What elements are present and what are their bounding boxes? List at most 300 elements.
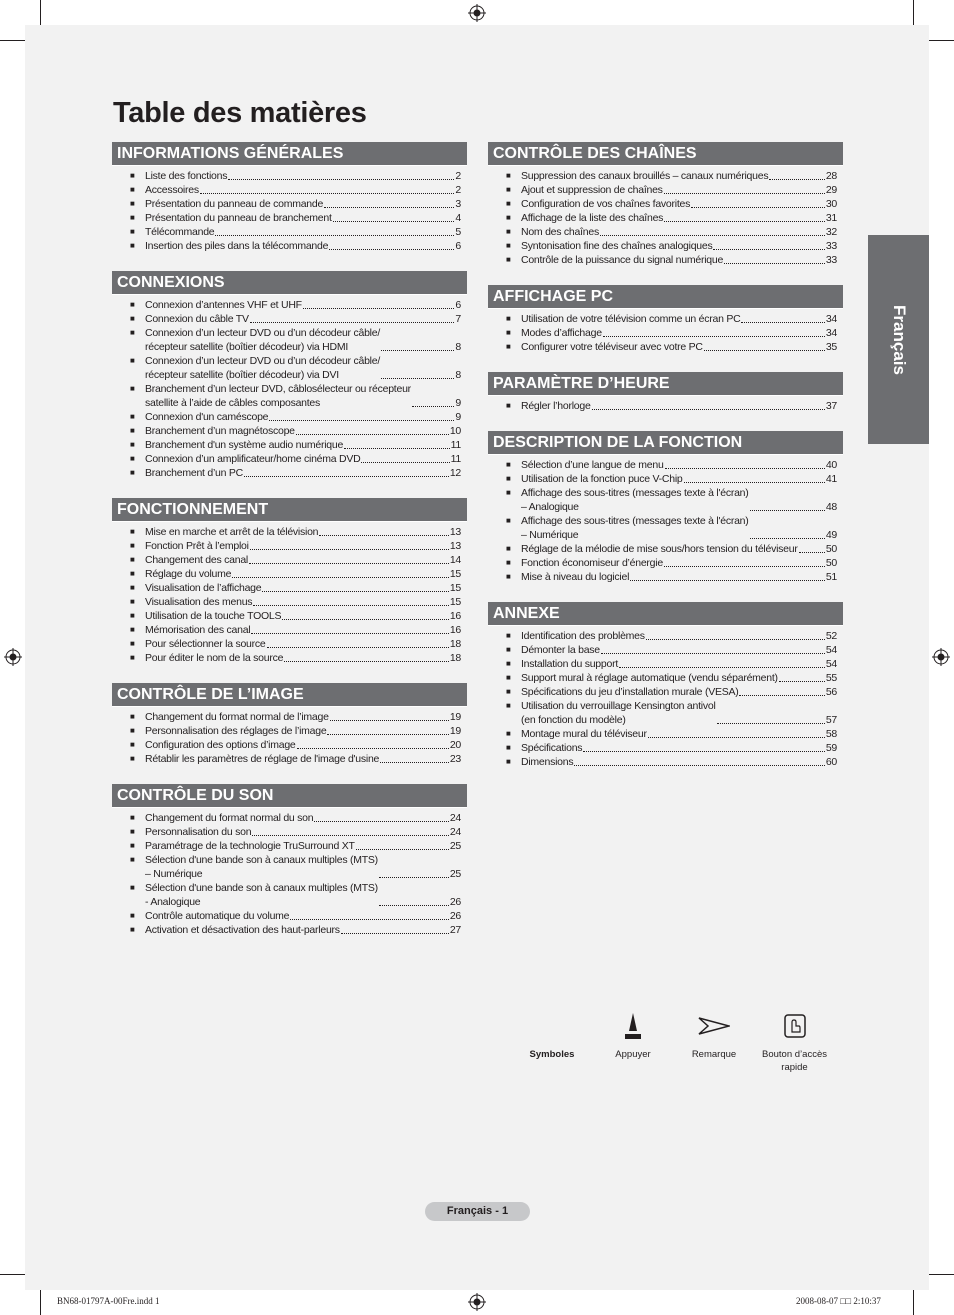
dot-leader: [303, 308, 455, 309]
dot-leader: [215, 235, 454, 236]
toc-entry-title: ■ Ajout et suppression de chaînes: [521, 184, 663, 196]
legend-item-press: [603, 1010, 663, 1061]
toc-entry: [506, 542, 837, 556]
crop-mark: [0, 40, 25, 41]
toc-entry: [506, 657, 837, 671]
dot-leader: [244, 476, 449, 477]
toc-entry: [130, 581, 461, 595]
toc-entry: [130, 326, 461, 354]
toc-entry: [130, 811, 461, 825]
legend-symbols-label: Symboles: [529, 1049, 575, 1060]
toc-entry-page: 37: [825, 400, 837, 412]
toc-entry-page: 50: [825, 543, 837, 555]
dot-leader: [253, 605, 449, 606]
toc-entry-title: ■ Utilisation du verrouillage Kensington antivol (en fonction du modèle): [521, 700, 716, 726]
dot-leader: [717, 723, 825, 724]
legend-label: Bouton d’accès rapide: [762, 1049, 827, 1073]
toc-entry-title: ■ Changement des canal: [145, 554, 248, 566]
toc-entry-title: ■ Activation et désactivation des haut-parleurs: [145, 924, 340, 936]
toc-entry-title: ■ Affichage des sous-titres (messages texte à l'écran) – Analogique: [521, 487, 749, 513]
toc-entry: [506, 340, 837, 354]
crop-mark: [913, 0, 914, 25]
dot-leader: [251, 633, 448, 634]
toc-entry-title: ■ Dimensions: [521, 756, 574, 768]
dot-leader: [262, 591, 448, 592]
dot-leader: [296, 434, 449, 435]
toc-entry-page: 34: [825, 313, 837, 325]
toc-entry-title: ■ Rétablir les paramètres de réglage de l'image d'usine: [145, 753, 380, 765]
dot-leader: [290, 919, 449, 920]
section-heading: CONTRÔLE DES CHAÎNES: [488, 142, 843, 166]
toc-entry-page: 30: [825, 198, 837, 210]
dot-leader: [344, 448, 450, 449]
dot-leader: [297, 748, 449, 749]
toc-entry-page: 31: [825, 212, 837, 224]
toc-entry: [130, 183, 461, 197]
toc-entry: [130, 525, 461, 539]
toc-entry-page: 13: [449, 526, 461, 538]
toc-entry-list: [488, 396, 843, 421]
toc-entry-page: 60: [825, 756, 837, 768]
legend-label: Appuyer: [615, 1049, 651, 1060]
dot-leader: [284, 661, 449, 662]
dot-leader: [704, 350, 825, 351]
dot-leader: [619, 667, 825, 668]
toc-entry-title: ■ Configurer votre téléviseur avec votre PC: [521, 341, 703, 353]
toc-section: [112, 498, 467, 673]
toc-left-column: [112, 142, 467, 955]
dot-leader: [250, 549, 449, 550]
toc-entry-list: [112, 166, 467, 261]
one-touch-button-icon: [757, 1010, 832, 1042]
toc-entry-page: 27: [449, 924, 461, 936]
dot-leader: [664, 221, 825, 222]
dot-leader: [381, 378, 454, 379]
toc-entry: [130, 239, 461, 253]
toc-entry-page: 16: [449, 610, 461, 622]
toc-entry-list: [488, 166, 843, 275]
toc-entry: [130, 211, 461, 225]
toc-entry: [130, 909, 461, 923]
toc-entry-page: 52: [825, 630, 837, 642]
toc-entry-page: 15: [449, 568, 461, 580]
crop-mark: [929, 1274, 954, 1275]
press-icon: [603, 1010, 663, 1042]
toc-section: [488, 602, 843, 777]
toc-entry-page: 58: [825, 728, 837, 740]
toc-entry-page: 12: [449, 467, 461, 479]
section-heading: INFORMATIONS GÉNÉRALES: [112, 142, 467, 166]
crop-mark: [40, 0, 41, 25]
crop-mark: [0, 1274, 25, 1275]
dot-leader: [252, 835, 448, 836]
section-heading: AFFICHAGE PC: [488, 285, 843, 309]
toc-section: [488, 431, 843, 592]
toc-entry-page: 18: [449, 652, 461, 664]
toc-entry: [130, 923, 461, 937]
toc-section: [112, 683, 467, 774]
dot-leader: [603, 336, 825, 337]
toc-entry-title: ■ Affichage des sous-titres (messages texte à l'écran) – Numérique: [521, 515, 749, 541]
toc-entry: [130, 738, 461, 752]
dot-leader: [228, 179, 454, 180]
toc-entry-page: 33: [825, 240, 837, 252]
toc-entry-page: 34: [825, 327, 837, 339]
toc-entry-title: ■ Présentation du panneau de commande: [145, 198, 324, 210]
toc-entry-page: 4: [455, 212, 461, 224]
toc-entry: [130, 595, 461, 609]
toc-entry-page: 18: [449, 638, 461, 650]
toc-section: [112, 784, 467, 945]
toc-entry-title: ■ Sélection d’une langue de menu: [521, 459, 664, 471]
dot-leader: [269, 420, 454, 421]
toc-entry-title: ■ Connexion d’un lecteur DVD ou d’un décodeur câble/ récepteur satellite (boîtier décodeur) via HDMI: [145, 327, 380, 353]
toc-entry-page: 32: [825, 226, 837, 238]
toc-entry-page: 25: [449, 840, 461, 852]
toc-entry-title: ■ Branchement d'un système audio numérique: [145, 439, 344, 451]
toc-entry: [130, 354, 461, 382]
toc-entry: [506, 326, 837, 340]
toc-entry-title: ■ Affichage de la liste des chaînes: [521, 212, 664, 224]
dot-leader: [574, 765, 824, 766]
toc-entry-list: [112, 707, 467, 774]
toc-entry-page: 26: [449, 896, 461, 908]
toc-entry-page: 56: [825, 686, 837, 698]
section-heading: CONTRÔLE DE L’IMAGE: [112, 683, 467, 707]
toc-entry-page: 10: [449, 425, 461, 437]
page-number-label: Français - 1: [425, 1202, 530, 1221]
toc-entry-title: ■ Télécommande: [145, 226, 215, 238]
toc-entry-title: ■ Démonter la base: [521, 644, 600, 656]
dot-leader: [314, 821, 448, 822]
toc-entry-page: 54: [825, 658, 837, 670]
toc-entry: [130, 724, 461, 738]
toc-entry-list: [488, 309, 843, 362]
toc-entry-title: ■ Changement du format normal du son: [145, 812, 314, 824]
toc-entry-page: 16: [449, 624, 461, 636]
dot-leader: [379, 877, 449, 878]
toc-entry-page: 24: [449, 826, 461, 838]
toc-entry: [506, 570, 837, 584]
toc-entry-page: 35: [825, 341, 837, 353]
section-heading: PARAMÈTRE D’HEURE: [488, 372, 843, 396]
toc-entry: [130, 609, 461, 623]
dot-leader: [327, 734, 448, 735]
toc-entry-title: ■ Liste des fonctions: [145, 170, 228, 182]
toc-entry-page: 49: [825, 529, 837, 541]
toc-entry: [130, 382, 461, 410]
toc-entry: [506, 671, 837, 685]
dot-leader: [583, 751, 825, 752]
toc-entry-title: ■ Spécifications du jeu d’installation murale (VESA): [521, 686, 739, 698]
dot-leader: [691, 207, 825, 208]
toc-entry-title: ■ Réglage de la mélodie de mise sous/hors tension du téléviseur: [521, 543, 798, 555]
toc-entry-title: ■ Paramétrage de la technologie TruSurround XT: [145, 840, 355, 852]
toc-entry: [130, 623, 461, 637]
toc-entry-page: 13: [449, 540, 461, 552]
toc-entry-title: ■ Présentation du panneau de branchement: [145, 212, 332, 224]
crop-mark: [913, 1290, 914, 1315]
toc-entry: [506, 472, 837, 486]
toc-entry-title: ■ Connexion d’antennes VHF et UHF: [145, 299, 302, 311]
dot-leader: [267, 647, 449, 648]
dot-leader: [341, 933, 449, 934]
toc-entry: [506, 741, 837, 755]
dot-leader: [356, 849, 449, 850]
toc-entry: [130, 410, 461, 424]
toc-entry: [130, 452, 461, 466]
toc-entry-page: 8: [455, 369, 461, 381]
toc-entry-page: 51: [825, 571, 837, 583]
note-arrow-icon: [684, 1010, 744, 1042]
toc-entry-page: 19: [449, 725, 461, 737]
toc-entry-page: 15: [449, 582, 461, 594]
toc-entry-page: 48: [825, 501, 837, 513]
toc-entry: [130, 825, 461, 839]
dot-leader: [769, 179, 824, 180]
toc-entry-title: ■ Mémorisation des canal: [145, 624, 251, 636]
toc-entry-title: ■ Utilisation de votre télévision comme un écran PC: [521, 313, 741, 325]
language-tab-label: Français: [889, 304, 909, 375]
dot-leader: [648, 737, 825, 738]
toc-entry-page: 15: [449, 596, 461, 608]
dot-leader: [739, 695, 824, 696]
dot-leader: [592, 409, 825, 410]
toc-entry-page: 6: [455, 240, 461, 252]
toc-entry-title: ■ Connexion d’un amplificateur/home cinéma DVD: [145, 453, 361, 465]
toc-entry-page: 59: [825, 742, 837, 754]
toc-entry-page: 25: [449, 868, 461, 880]
toc-entry: [506, 197, 837, 211]
toc-entry: [130, 169, 461, 183]
registration-mark-icon: [932, 648, 950, 666]
toc-entry-title: ■ Sélection d'une bande son à canaux multiples (MTS) - Analogique: [145, 882, 378, 908]
toc-entry-page: 41: [825, 473, 837, 485]
toc-entry-title: ■ Utilisation de la touche TOOLS: [145, 610, 282, 622]
toc-entry-list: [488, 455, 843, 592]
toc-entry-list: [112, 522, 467, 673]
language-tab: [868, 235, 929, 444]
dot-leader: [684, 482, 825, 483]
dot-leader: [750, 538, 825, 539]
dot-leader: [319, 535, 449, 536]
toc-entry-page: 40: [825, 459, 837, 471]
toc-section: [488, 142, 843, 275]
toc-entry-title: ■ Accessoires: [145, 184, 199, 196]
toc-section: [112, 271, 467, 488]
legend-item-one-touch: [757, 1010, 832, 1074]
page-title: Table des matières: [113, 97, 367, 129]
toc-entry: [506, 699, 837, 727]
toc-entry: [130, 197, 461, 211]
dot-leader: [664, 566, 825, 567]
section-heading: CONNEXIONS: [112, 271, 467, 295]
legend-item-note: [684, 1010, 744, 1061]
registration-mark-icon: [4, 648, 22, 666]
toc-entry: [506, 183, 837, 197]
toc-entry: [130, 539, 461, 553]
toc-entry: [130, 567, 461, 581]
section-heading: ANNEXE: [488, 602, 843, 626]
toc-entry-page: 55: [825, 672, 837, 684]
toc-entry: [130, 881, 461, 909]
toc-entry-title: ■ Installation du support: [521, 658, 618, 670]
dot-leader: [664, 193, 825, 194]
toc-entry-title: ■ Suppression des canaux brouillés – canaux numériques: [521, 170, 769, 182]
toc-entry-title: ■ Contrôle de la puissance du signal numérique: [521, 254, 724, 266]
section-heading: FONCTIONNEMENT: [112, 498, 467, 522]
toc-entry-title: ■ Support mural à réglage automatique (vendu séparément): [521, 672, 778, 684]
toc-entry-title: ■ Connexion du câble TV: [145, 313, 249, 325]
crop-mark: [40, 1290, 41, 1315]
toc-entry-page: 7: [455, 313, 461, 325]
toc-entry-page: 3: [455, 198, 461, 210]
dot-leader: [741, 322, 824, 323]
toc-entry-page: 9: [455, 397, 461, 409]
toc-entry-page: 23: [449, 753, 461, 765]
toc-entry-list: [488, 626, 843, 777]
toc-entry: [506, 685, 837, 699]
dot-leader: [601, 653, 825, 654]
toc-entry-title: ■ Modes d’affichage: [521, 327, 602, 339]
dot-leader: [713, 249, 824, 250]
toc-entry: [506, 399, 837, 413]
toc-entry: [506, 514, 837, 542]
dot-leader: [200, 193, 455, 194]
dot-leader: [412, 406, 455, 407]
toc-entry-title: ■ Pour sélectionner la source: [145, 638, 266, 650]
toc-entry: [130, 298, 461, 312]
toc-entry: [130, 839, 461, 853]
toc-entry-title: ■ Personnalisation du son: [145, 826, 252, 838]
toc-entry-title: ■ Mise à niveau du logiciel: [521, 571, 630, 583]
toc-entry-page: 6: [455, 299, 461, 311]
toc-entry-title: ■ Changement du format normal de l’image: [145, 711, 329, 723]
section-heading: DESCRIPTION DE LA FONCTION: [488, 431, 843, 455]
toc-entry-page: 26: [449, 910, 461, 922]
toc-entry-page: 29: [825, 184, 837, 196]
toc-entry-title: ■ Visualisation des menus: [145, 596, 253, 608]
toc-entry: [506, 211, 837, 225]
toc-entry: [130, 438, 461, 452]
toc-entry-title: ■ Personnalisation des réglages de l’image: [145, 725, 327, 737]
toc-entry: [506, 225, 837, 239]
dot-leader: [333, 221, 455, 222]
toc-entry: [130, 225, 461, 239]
toc-section: [488, 372, 843, 421]
dot-leader: [799, 552, 825, 553]
toc-entry-page: 2: [455, 184, 461, 196]
toc-entry-title: ■ Sélection d'une bande son à canaux multiples (MTS) – Numérique: [145, 854, 378, 880]
toc-right-column: [488, 142, 843, 787]
toc-entry-page: 14: [449, 554, 461, 566]
toc-entry: [130, 424, 461, 438]
registration-mark-icon: [468, 1293, 486, 1311]
toc-entry-list: [112, 808, 467, 945]
toc-entry: [506, 253, 837, 267]
dot-leader: [249, 563, 449, 564]
toc-entry-title: ■ Régler l’horloge: [521, 400, 591, 412]
toc-entry-page: 2: [455, 170, 461, 182]
toc-entry-title: ■ Pour éditer le nom de la source: [145, 652, 284, 664]
toc-entry-title: ■ Connexion d’un lecteur DVD ou d’un décodeur câble/ récepteur satellite (boîtier décodeur) via DVI: [145, 355, 380, 381]
toc-section: [112, 142, 467, 261]
toc-entry-page: 50: [825, 557, 837, 569]
toc-entry-title: ■ Configuration de vos chaînes favorites: [521, 198, 691, 210]
toc-entry: [506, 755, 837, 769]
toc-entry-page: 57: [825, 714, 837, 726]
dot-leader: [646, 639, 825, 640]
toc-entry-title: ■ Utilisation de la fonction puce V-Chip: [521, 473, 683, 485]
toc-entry: [506, 486, 837, 514]
date-slug: 2008-08-07 □□ 2:10:37: [796, 1296, 881, 1306]
toc-entry-title: ■ Branchement d’un lecteur DVD, câblosélecteur ou récepteur satellite à l’aide de câbles composantes: [145, 383, 411, 409]
toc-entry-title: ■ Spécifications: [521, 742, 583, 754]
file-slug: BN68-01797A-00Fre.indd 1: [57, 1296, 160, 1306]
toc-entry: [506, 629, 837, 643]
toc-entry: [506, 169, 837, 183]
toc-entry: [130, 853, 461, 881]
dot-leader: [361, 462, 449, 463]
toc-entry-title: ■ Syntonisation fine des chaînes analogiques: [521, 240, 713, 252]
toc-entry: [130, 312, 461, 326]
dot-leader: [600, 235, 825, 236]
toc-entry-title: ■ Visualisation de l’affichage: [145, 582, 262, 594]
dot-leader: [724, 263, 825, 264]
toc-entry-title: ■ Contrôle automatique du volume: [145, 910, 290, 922]
dot-leader: [779, 681, 825, 682]
dot-leader: [250, 322, 455, 323]
toc-section: [488, 285, 843, 362]
dot-leader: [329, 249, 454, 250]
toc-entry-title: ■ Montage mural du téléviseur: [521, 728, 647, 740]
toc-entry: [506, 239, 837, 253]
toc-entry-page: 5: [455, 226, 461, 238]
toc-entry: [506, 727, 837, 741]
toc-entry: [130, 466, 461, 480]
toc-entry-title: ■ Fonction économiseur d’énergie: [521, 557, 663, 569]
toc-entry: [130, 651, 461, 665]
toc-entry: [130, 710, 461, 724]
toc-entry: [506, 458, 837, 472]
crop-mark: [929, 40, 954, 41]
toc-entry-title: ■ Identification des problèmes: [521, 630, 645, 642]
dot-leader: [330, 720, 449, 721]
toc-entry-title: ■ Configuration des options d’image: [145, 739, 296, 751]
toc-entry-page: 20: [449, 739, 461, 751]
legend-symbols: [522, 1010, 582, 1061]
dot-leader: [379, 905, 449, 906]
toc-entry-title: ■ Réglage du volume: [145, 568, 232, 580]
registration-mark-icon: [468, 4, 486, 22]
toc-entry-title: ■ Fonction Prêt à l’emploi: [145, 540, 249, 552]
toc-entry-title: ■ Branchement d’un PC: [145, 467, 243, 479]
toc-entry-page: 28: [825, 170, 837, 182]
toc-entry: [506, 556, 837, 570]
toc-entry-page: 54: [825, 644, 837, 656]
dot-leader: [232, 577, 449, 578]
toc-entry-page: 19: [449, 711, 461, 723]
dot-leader: [665, 468, 825, 469]
dot-leader: [282, 619, 449, 620]
toc-entry: [130, 553, 461, 567]
toc-entry: [130, 752, 461, 766]
dot-leader: [630, 580, 825, 581]
toc-entry: [506, 643, 837, 657]
toc-entry-title: ■ Branchement d’un magnétoscope: [145, 425, 295, 437]
toc-entry-title: ■ Insertion des piles dans la télécommande: [145, 240, 329, 252]
toc-entry-page: 8: [455, 341, 461, 353]
